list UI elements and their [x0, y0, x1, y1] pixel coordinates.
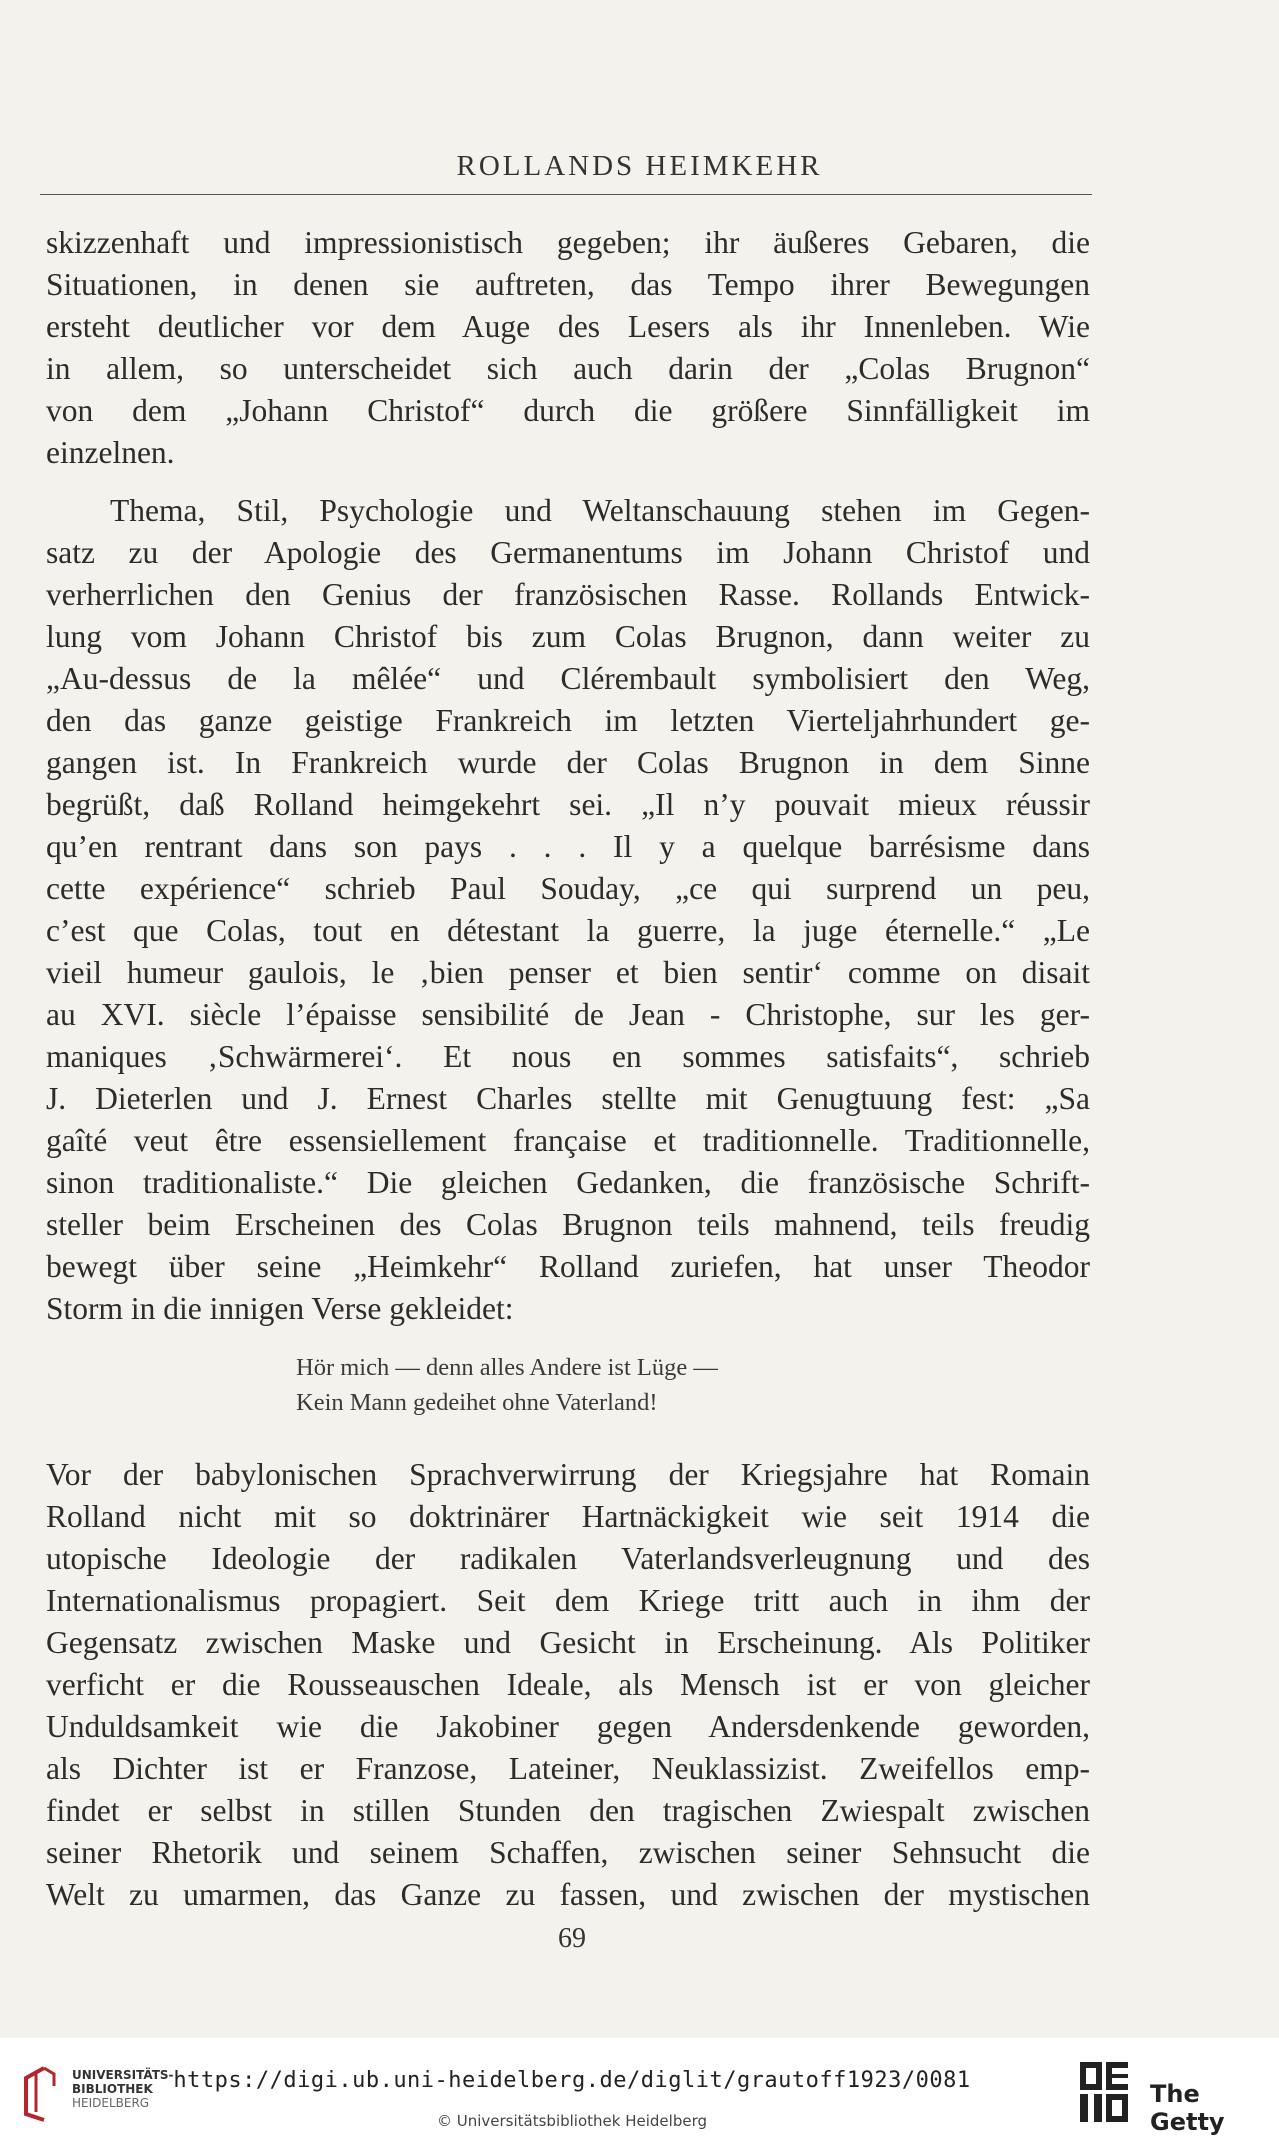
- text-line: Internationalismus propagiert. Seit dem Kriege tritt auch in ihm der: [46, 1583, 1090, 1618]
- text-line: Situationen, in denen sie auftreten, das Tempo ihrer Bewegungen: [46, 267, 1090, 302]
- verse-line: Kein Mann gedeihet ohne Vaterland!: [296, 1389, 658, 1416]
- copyright-notice: © Universitätsbibliothek Heidelberg: [436, 2112, 707, 2130]
- text-line: Unduldsamkeit wie die Jakobiner gegen Andersdenkende geworden,: [46, 1709, 1090, 1744]
- text-line: c’est que Colas, tout en détestant la guerre, la juge éternelle.“ „Le: [46, 913, 1090, 948]
- library-name-line: UNIVERSITÄTS-: [72, 2068, 174, 2082]
- text-line: Thema, Stil, Psychologie und Weltanschauung stehen im Gegen-: [110, 493, 1090, 528]
- footer-bar: [0, 2038, 1279, 2141]
- getty-label: The Getty: [1150, 2080, 1225, 2136]
- text-line: Welt zu umarmen, das Ganze zu fassen, und zwischen der mystischen: [46, 1877, 1090, 1912]
- paragraph-2: [46, 490, 1090, 1330]
- text-line: in allem, so unterscheidet sich auch darin der „Colas Brugnon“: [46, 351, 1090, 386]
- paragraph-1: [46, 222, 1090, 474]
- paragraph-3: [46, 1454, 1090, 1916]
- text-line: ersteht deutlicher vor dem Auge des Lesers als ihr Innenleben. Wie: [46, 309, 1090, 344]
- text-line: skizzenhaft und impressionistisch gegeben; ihr äußeres Gebaren, die: [46, 225, 1090, 260]
- text-line: einzelnen.: [46, 435, 175, 470]
- header-rule: [40, 194, 1092, 195]
- text-line: steller beim Erscheinen des Colas Brugnon teils mahnend, teils freudig: [46, 1207, 1090, 1242]
- page-number: 69: [558, 1923, 586, 1954]
- text-line: von dem „Johann Christof“ durch die größere Sinnfälligkeit im: [46, 393, 1090, 428]
- text-line: begrüßt, daß Rolland heimgekehrt sei. „Il n’y pouvait mieux réussir: [46, 787, 1090, 822]
- text-line: bewegt über seine „Heimkehr“ Rolland zuriefen, hat unser Theodor: [46, 1249, 1090, 1284]
- text-line: satz zu der Apologie des Germanentums im Johann Christof und: [46, 535, 1090, 570]
- source-url-link[interactable]: https://digi.ub.uni-heidelberg.de/diglit/grautoff1923/0081: [173, 2068, 971, 2093]
- text-line: verherrlichen den Genius der französischen Rasse. Rollands Entwick-: [46, 577, 1090, 612]
- text-line: lung vom Johann Christof bis zum Colas Brugnon, dann weiter zu: [46, 619, 1090, 654]
- text-line: Vor der babylonischen Sprachverwirrung der Kriegsjahre hat Romain: [46, 1457, 1090, 1492]
- text-line: Storm in die innigen Verse gekleidet:: [46, 1291, 514, 1326]
- text-line: seiner Rhetorik und seinem Schaffen, zwischen seiner Sehnsucht die: [46, 1835, 1090, 1870]
- text-line: Gegensatz zwischen Maske und Gesicht in Erscheinung. Als Politiker: [46, 1625, 1090, 1660]
- library-name-line: HEIDELBERG: [72, 2096, 150, 2110]
- text-line: cette expérience“ schrieb Paul Souday, „ce qui surprend un peu,: [46, 871, 1090, 906]
- text-line: maniques ‚Schwärmerei‘. Et nous en sommes satisfaits“, schrieb: [46, 1039, 1090, 1074]
- text-line: J. Dieterlen und J. Ernest Charles stellte mit Genugtuung fest: „Sa: [46, 1081, 1090, 1116]
- text-line: au XVI. siècle l’épaisse sensibilité de Jean - Christophe, sur les ger-: [46, 997, 1090, 1032]
- text-line: findet er selbst in stillen Stunden den tragischen Zwiespalt zwischen: [46, 1793, 1090, 1828]
- text-line: sinon traditionaliste.“ Die gleichen Gedanken, die französische Schrift-: [46, 1165, 1090, 1200]
- library-name-line: BIBLIOTHEK: [72, 2082, 153, 2096]
- verse-line: Hör mich — denn alles Andere ist Lüge —: [296, 1354, 718, 1381]
- text-line: gangen ist. In Frankreich wurde der Colas Brugnon in dem Sinne: [46, 745, 1090, 780]
- text-line: utopische Ideologie der radikalen Vaterlandsverleugnung und des: [46, 1541, 1090, 1576]
- text-line: vieil humeur gaulois, le ‚bien penser et bien sentir‘ comme on disait: [46, 955, 1090, 990]
- text-line: den das ganze geistige Frankreich im letzten Vierteljahrhundert ge-: [46, 703, 1090, 738]
- text-line: als Dichter ist er Franzose, Lateiner, Neuklassizist. Zweifellos emp-: [46, 1751, 1090, 1786]
- text-line: gaîté veut être essensiellement française et traditionnelle. Traditionnelle,: [46, 1123, 1090, 1158]
- text-line: qu’en rentrant dans son pays . . . Il y a quelque barrésisme dans: [46, 829, 1090, 864]
- verse-quote: [296, 1350, 718, 1420]
- getty-logo-icon: [1078, 2060, 1130, 2126]
- text-line: „Au-dessus de la mêlée“ und Clérembault symbolisiert den Weg,: [46, 661, 1090, 696]
- text-line: Rolland nicht mit so doktrinärer Hartnäckigkeit wie seit 1914 die: [46, 1499, 1090, 1534]
- running-head: ROLLANDS HEIMKEHR: [456, 150, 823, 182]
- text-line: verficht er die Rousseauschen Ideale, als Mensch ist er von gleicher: [46, 1667, 1090, 1702]
